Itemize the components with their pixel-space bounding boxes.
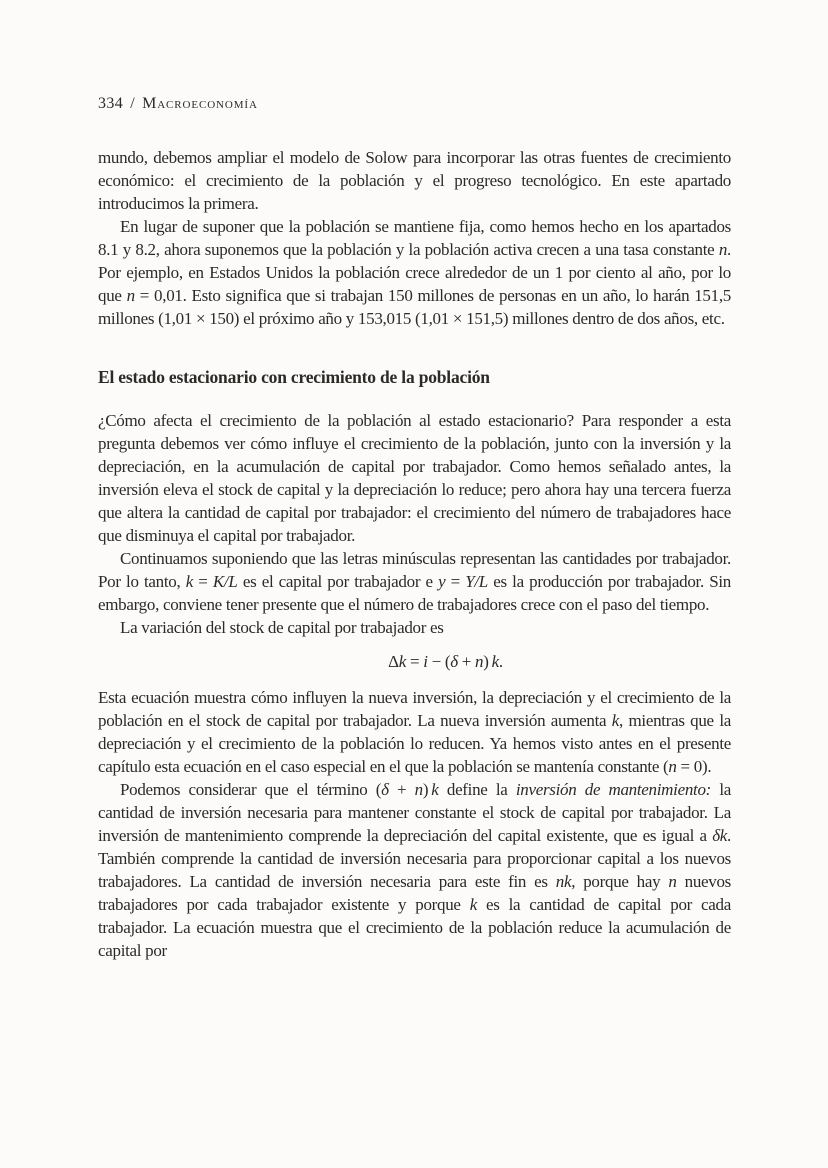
paragraph-steady-state-question: ¿Cómo afecta el crecimiento de la población al estado estacionario? Para responder a esta pregunta debemos ver cómo influye el crecimiento de la población, junto con la inversión y la depreciación, en la acumulación de capital por trabajador. Como hemos señalado antes, la inversión eleva el stock de capital y la depreciación lo reduce; pero ahora hay una tercera fuerza que altera la cantidad de capital por trabajador: el crecimiento del número de trabajadores hace que disminuya el capital por trabajador. (98, 411, 731, 545)
running-header (98, 95, 258, 113)
section-heading: El estado estacionario con crecimiento de la población (98, 367, 490, 387)
paragraph-capital-change-lead-in: La variación del stock de capital por trabajador es (120, 618, 444, 637)
header-separator: / (130, 95, 136, 112)
page-body (98, 146, 731, 962)
paragraph-equation-explanation: Esta ecuación muestra cómo influyen la nueva inversión, la depreciación y el crecimiento de la población en el stock de capital por trabajador. La nueva inversión aumenta k, mientras que la depreciación y el crecimiento de la población lo reducen. Ya hemos visto antes en el presente capítulo esta ecuación en el caso especial en el que la población se mantenía constante (n = 0). (98, 688, 731, 776)
paragraph-continuation: mundo, debemos ampliar el modelo de Solow para incorporar las otras fuentes de crecimiento económico: el crecimiento de la población y el progreso tecnológico. En este apartado introducimos la primera. (98, 148, 731, 213)
book-title: Macroeconomía (142, 95, 258, 112)
paragraph-population-growth-rate: En lugar de suponer que la población se mantiene fija, como hemos hecho en los apartados 8.1 y 8.2, ahora suponemos que la población y la población activa crecen a una tasa constante n. Por ejemplo, en Estados Unidos la población crece alrededor de un 1 por ciento al año, por lo que n = 0,01. Esto significa que si trabajan 150 millones de personas en un año, lo harán 151,5 millones (1,01 × 150) el próximo año y 153,015 (1,01 × 151,5) millones dentro de dos años, etc. (98, 217, 731, 328)
paragraph-per-worker-quantities: Continuamos suponiendo que las letras minúsculas representan las cantidades por trabajador. Por lo tanto, k = K/L es el capital por trabajador e y = Y/L es la producción por trabajador. Sin embargo, conviene tener presente que el número de trabajadores crece con el paso del tiempo. (98, 549, 732, 614)
page-number: 334 (98, 95, 124, 112)
equation-capital-per-worker: Δk = i − (δ + n) k. (388, 652, 503, 671)
paragraph-break-even-investment: Podemos considerar que el término (δ + n) k define la inversión de mantenimiento: la cantidad de inversión necesaria para mantener constante el stock de capital por trabajador. La inversión de mantenimiento comprende la depreciación del capital existente, que es igual a δk. También comprende la cantidad de inversión necesaria para proporcionar capital a los nuevos trabajadores. La cantidad de inversión necesaria para este fin es nk, porque hay n nuevos trabajadores por cada trabajador existente y porque k es la cantidad de capital por cada trabajador. La ecuación muestra que el crecimiento de la población reduce la acumulación de capital por (98, 780, 732, 960)
